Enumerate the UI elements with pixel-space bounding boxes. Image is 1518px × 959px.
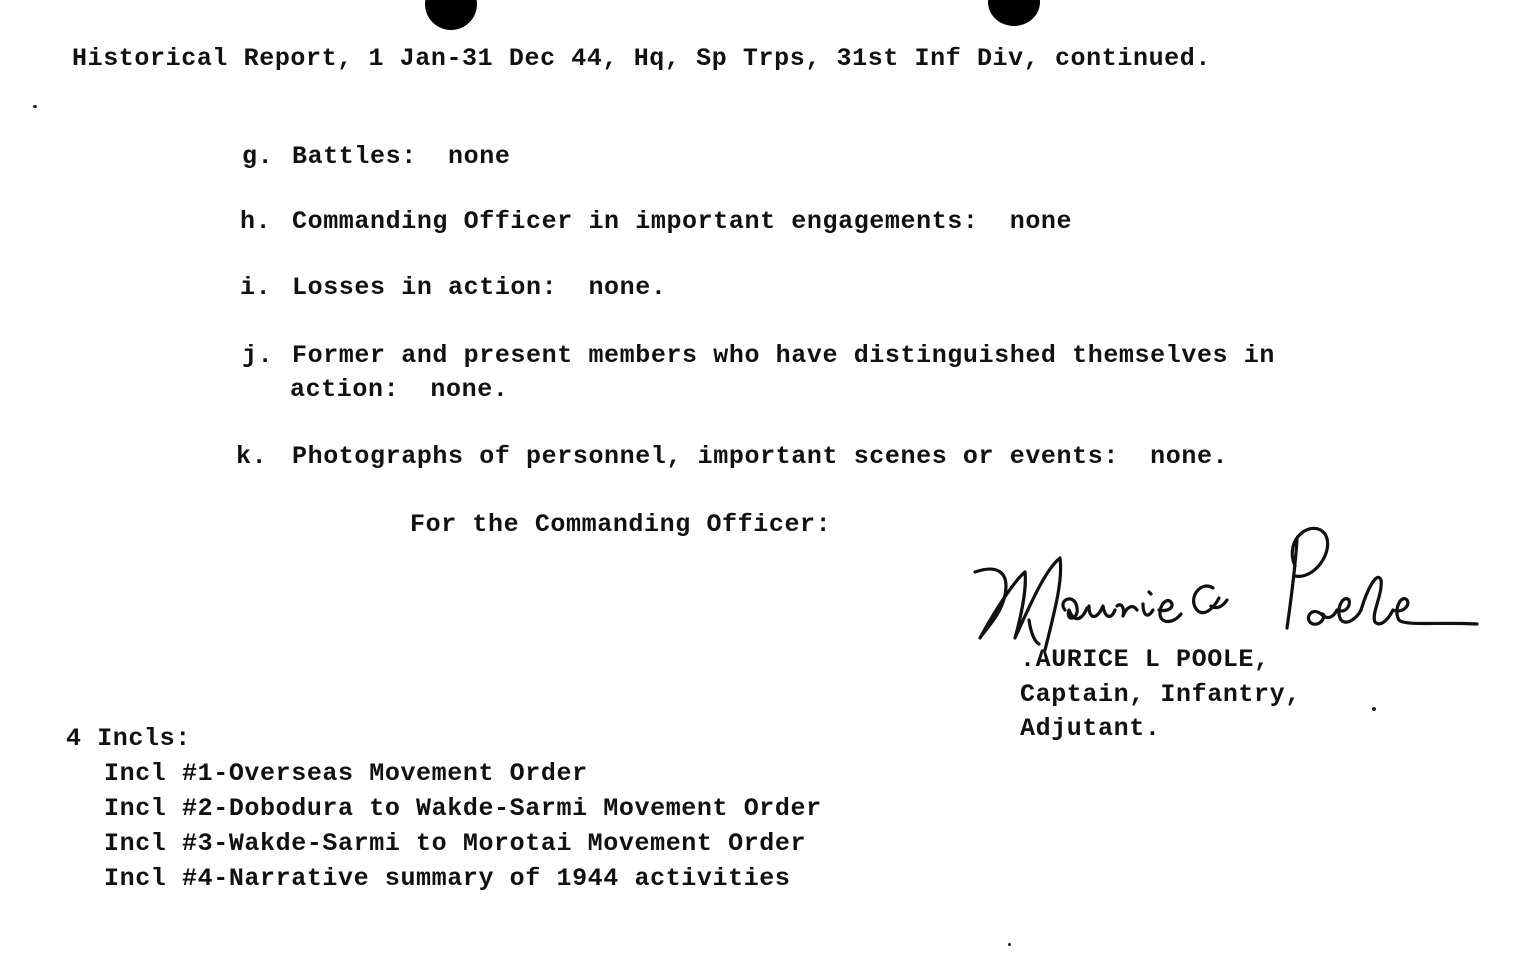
item-text-g: Battles: none — [292, 142, 511, 171]
punch-hole-right — [988, 0, 1040, 26]
punch-hole-left — [425, 0, 477, 30]
inclosure-item: Incl #1-Overseas Movement Order — [104, 759, 588, 788]
handwritten-signature — [965, 510, 1495, 660]
item-text-k: Photographs of personnel, important scenes or events: none. — [292, 442, 1229, 471]
signer-role: Adjutant. — [1020, 714, 1161, 743]
item-text-i: Losses in action: none. — [292, 273, 667, 302]
signer-title: Captain, Infantry, — [1020, 680, 1301, 709]
item-letter-h: h. — [240, 207, 272, 236]
signer-name: .AURICE L POOLE, — [1020, 645, 1270, 674]
speck — [1372, 707, 1376, 711]
item-letter-i: i. — [240, 273, 272, 302]
speck — [1008, 943, 1011, 946]
inclosure-item: Incl #4-Narrative summary of 1944 activities — [104, 864, 791, 893]
item-text-h: Commanding Officer in important engagements: none — [292, 207, 1073, 236]
inclosure-item: Incl #2-Dobodura to Wakde-Sarmi Movement Order — [104, 794, 822, 823]
report-header: Historical Report, 1 Jan-31 Dec 44, Hq, Sp Trps, 31st Inf Div, continued. — [72, 44, 1211, 73]
inclosure-item: Incl #3-Wakde-Sarmi to Morotai Movement Order — [104, 829, 807, 858]
closing-line: For the Commanding Officer: — [410, 510, 832, 539]
speck — [33, 105, 37, 108]
item-text-j: Former and present members who have distinguished themselves in — [292, 341, 1275, 370]
item-letter-g: g. — [242, 142, 274, 171]
item-text-j-continued: action: none. — [290, 375, 509, 404]
item-letter-j: j. — [242, 341, 274, 370]
inclosures-heading: 4 Incls: — [66, 724, 191, 753]
item-letter-k: k. — [236, 442, 268, 471]
